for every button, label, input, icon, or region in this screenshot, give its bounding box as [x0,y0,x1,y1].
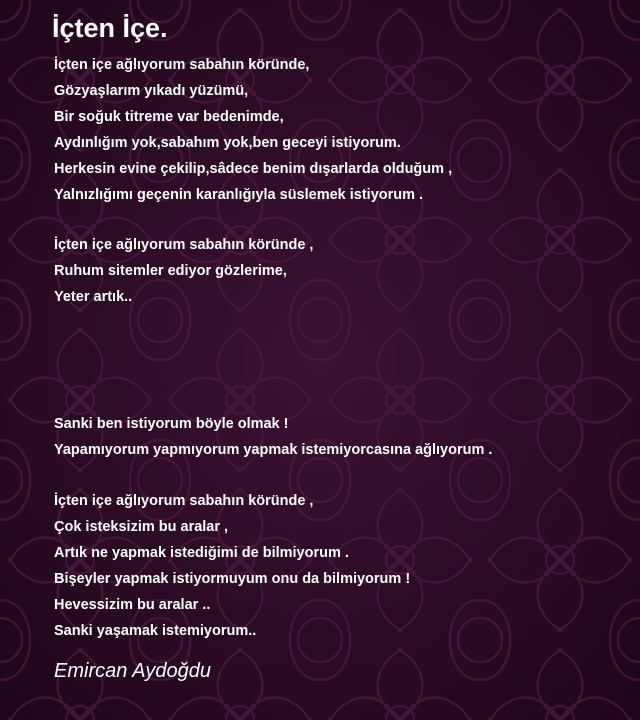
poem-line: Bişeyler yapmak istiyormuyum onu da bilmiyorum ! [54,571,411,587]
poem-stanza-1 [54,52,452,208]
poem-line: Herkesin evine çekilip,sâdece benim dışarlarda olduğum , [54,161,453,177]
poem-title: İçten İçe. [52,13,168,43]
poem-line: Hevessizim bu aralar .. [54,597,211,613]
poem-line: Sanki yaşamak istemiyorum.. [54,623,257,639]
poem-stanza-2 [54,232,313,310]
poem-line: Ruhum sitemler ediyor gözlerime, [54,263,287,279]
poem-line: Yalnızlığımı geçenin karanlığıyla süslemek istiyorum . [54,187,424,203]
poem-author: Emircan Aydoğdu [54,660,211,682]
poem-line: Bir soğuk titreme var bedenimde, [54,109,284,125]
poem-line: Artık ne yapmak istediğimi de bilmiyorum . [54,545,349,561]
poem-stanza-3 [54,411,492,463]
poem-line: Yapamıyorum yapmıyorum yapmak istemiyorcasına ağlıyorum . [54,442,493,458]
poem-stanza-4 [54,488,410,644]
poem-line: Aydınlığım yok,sabahım yok,ben geceyi istiyorum. [54,135,401,151]
poem-line: Sanki ben istiyorum böyle olmak ! [54,416,289,432]
poem-line: Çok isteksizim bu aralar , [54,519,229,535]
poem-line: İçten içe ağlıyorum sabahın köründe, [54,57,310,73]
poem-line: İçten içe ağlıyorum sabahın köründe , [54,237,314,253]
poem-line: İçten içe ağlıyorum sabahın köründe , [54,493,314,509]
poem-line: Yeter artık.. [54,289,133,305]
poem-line: Gözyaşlarım yıkadı yüzümü, [54,83,249,99]
